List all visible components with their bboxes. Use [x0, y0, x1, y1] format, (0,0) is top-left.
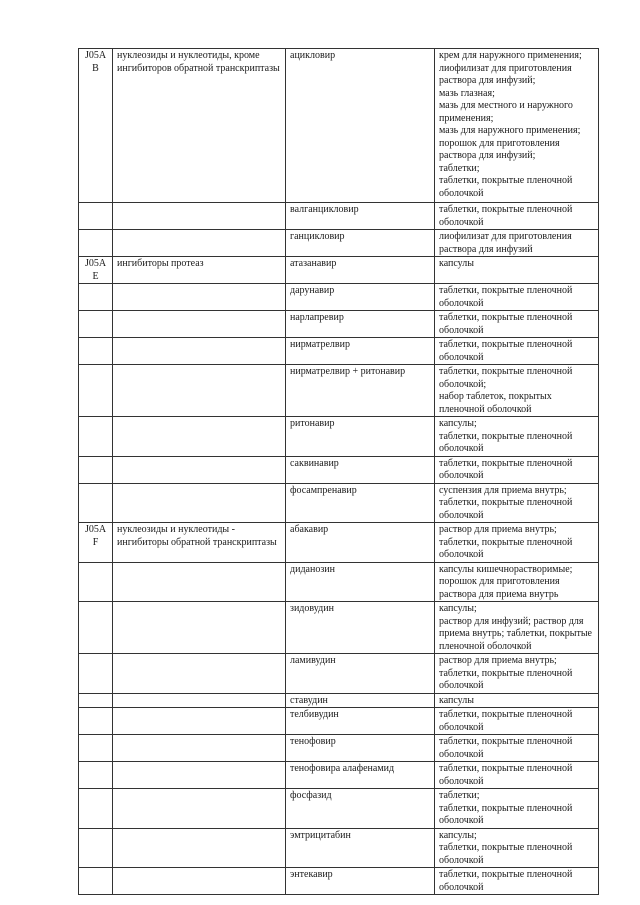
dosage-form-line: капсулы;	[439, 603, 477, 614]
atc-code-cell	[79, 789, 113, 829]
drug-name-cell: нирматрелвир + ритонавир	[286, 365, 435, 417]
atc-code-cell	[79, 483, 113, 523]
dosage-form-line: таблетки, покрытые пленочной оболочкой	[439, 430, 573, 454]
atc-code-cell	[79, 868, 113, 895]
table-row	[79, 338, 599, 365]
atc-code-cell	[79, 693, 113, 708]
pharmacological-group-cell	[113, 868, 286, 895]
dosage-form-line: таблетки, покрытые пленочной оболочкой	[439, 204, 573, 228]
dosage-form-cell	[435, 338, 599, 365]
dosage-form-cell	[435, 417, 599, 457]
dosage-form-line: капсулы;	[439, 829, 477, 841]
dosage-form-line: таблетки, покрытые пленочной оболочкой	[439, 536, 573, 560]
dosage-form-line: капсулы;	[439, 418, 477, 429]
dosage-form-line: таблетки, покрытые пленочной оболочкой	[439, 339, 573, 363]
drug-name-cell: тенофовир	[286, 735, 435, 762]
dosage-form-line: таблетки;	[439, 162, 480, 174]
dosage-form-line: капсулы	[439, 258, 474, 269]
dosage-form-line: таблетки, покрытые пленочной оболочкой	[439, 457, 573, 481]
dosage-form-cell	[435, 230, 599, 257]
drug-name-cell: фосфазид	[286, 789, 435, 829]
dosage-form-line: раствор для приема внутрь;	[439, 655, 557, 666]
dosage-form-line: таблетки, покрытые пленочной оболочкой	[439, 842, 573, 866]
drug-name-cell: ритонавир	[286, 417, 435, 457]
drug-name-cell: эмтрицитабин	[286, 828, 435, 868]
table-row	[79, 708, 599, 735]
dosage-form-line: таблетки, покрытые пленочной оболочкой	[439, 312, 573, 336]
dosage-form-line: капсулы кишечнорастворимые;	[439, 563, 573, 575]
dosage-form-cell	[435, 762, 599, 789]
dosage-form-cell	[435, 203, 599, 230]
atc-code-cell	[79, 654, 113, 694]
atc-code-cell	[79, 365, 113, 417]
dosage-form-line: крем для наружного применения;	[439, 50, 582, 61]
dosage-form-line: лиофилизат для приготовления раствора для инфузий	[439, 231, 572, 255]
pharmacological-group-cell	[113, 562, 286, 602]
dosage-form-cell	[435, 708, 599, 735]
dosage-form-cell	[435, 562, 599, 602]
pharmacological-group-cell	[113, 602, 286, 654]
atc-code-cell	[79, 311, 113, 338]
atc-code-cell	[79, 456, 113, 483]
pharmacological-group-cell	[113, 311, 286, 338]
dosage-form-line: таблетки, покрытые пленочной оболочкой	[439, 736, 573, 760]
atc-code-cell	[79, 562, 113, 602]
dosage-form-cell	[435, 284, 599, 311]
pharmacological-group-cell: ингибиторы протеаз	[113, 257, 286, 284]
pharmacological-group-cell	[113, 693, 286, 708]
dosage-form-line: таблетки, покрытые пленочной оболочкой	[439, 175, 573, 199]
dosage-form-line: набор таблеток, покрытых пленочной оболочкой	[439, 391, 552, 415]
pharmacological-group-cell	[113, 735, 286, 762]
drug-name-cell: саквинавир	[286, 456, 435, 483]
pharmacological-group-cell	[113, 789, 286, 829]
dosage-form-line: таблетки, покрытые пленочной оболочкой	[439, 497, 573, 521]
atc-code-cell	[79, 284, 113, 311]
dosage-form-line: таблетки, покрытые пленочной оболочкой	[439, 763, 573, 787]
pharmacological-group-cell	[113, 365, 286, 417]
dosage-form-line: порошок для приготовления раствора для приема внутрь	[439, 576, 560, 600]
dosage-form-cell	[435, 483, 599, 523]
dosage-form-line: таблетки, покрытые пленочной оболочкой	[439, 869, 573, 893]
pharmacological-group-cell	[113, 828, 286, 868]
dosage-form-line: лиофилизат для приготовления раствора для инфузий;	[439, 62, 572, 86]
drug-table-body	[79, 49, 599, 895]
drug-name-cell: ацикловир	[286, 49, 435, 203]
dosage-form-line: мазь глазная;	[439, 87, 495, 99]
drug-name-cell: валганцикловир	[286, 203, 435, 230]
dosage-form-cell	[435, 311, 599, 338]
drug-name-cell: диданозин	[286, 562, 435, 602]
dosage-form-line: таблетки, покрытые пленочной оболочкой;	[439, 366, 573, 390]
drug-name-cell: зидовудин	[286, 602, 435, 654]
pharmacological-group-cell	[113, 230, 286, 257]
table-row	[79, 483, 599, 523]
pharmacological-group-cell: нуклеозиды и нуклеотиды, кроме ингибиторов обратной транскриптазы	[113, 49, 286, 203]
table-row	[79, 203, 599, 230]
atc-code-cell: J05A E	[79, 257, 113, 284]
table-row	[79, 284, 599, 311]
atc-code-cell: J05A F	[79, 523, 113, 563]
drug-name-cell: фосампренавир	[286, 483, 435, 523]
table-row	[79, 735, 599, 762]
table-row	[79, 789, 599, 829]
table-row	[79, 828, 599, 868]
table-row	[79, 417, 599, 457]
dosage-form-cell	[435, 693, 599, 708]
pharmacological-group-cell	[113, 338, 286, 365]
table-row	[79, 365, 599, 417]
dosage-form-line: раствор для инфузий; раствор для приема внутрь; таблетки, покрытые пленочной оболочкой	[439, 615, 592, 652]
dosage-form-line: мазь для местного и наружного применения;	[439, 100, 573, 124]
table-row	[79, 762, 599, 789]
atc-code-cell	[79, 828, 113, 868]
table-row	[79, 311, 599, 338]
dosage-form-cell	[435, 49, 599, 203]
atc-code-cell	[79, 203, 113, 230]
drug-name-cell: нарлапревир	[286, 311, 435, 338]
table-row	[79, 602, 599, 654]
dosage-form-cell	[435, 735, 599, 762]
table-row	[79, 693, 599, 708]
dosage-form-cell	[435, 365, 599, 417]
drug-name-cell: энтекавир	[286, 868, 435, 895]
pharmacological-group-cell	[113, 456, 286, 483]
dosage-form-cell	[435, 654, 599, 694]
dosage-form-line: суспензия для приема внутрь;	[439, 484, 567, 496]
atc-code-cell	[79, 708, 113, 735]
dosage-form-cell	[435, 868, 599, 895]
table-row	[79, 257, 599, 284]
drug-name-cell: атазанавир	[286, 257, 435, 284]
drug-name-cell: тенофовира алафенамид	[286, 762, 435, 789]
pharmacological-group-cell	[113, 417, 286, 457]
dosage-form-line: капсулы	[439, 694, 474, 706]
table-row	[79, 230, 599, 257]
pharmacological-group-cell	[113, 762, 286, 789]
pharmacological-group-cell	[113, 654, 286, 694]
drug-name-cell: дарунавир	[286, 284, 435, 311]
atc-code-cell	[79, 602, 113, 654]
pharmacological-group-cell	[113, 708, 286, 735]
drug-name-cell: телбивудин	[286, 708, 435, 735]
dosage-form-line: таблетки, покрытые пленочной оболочкой	[439, 285, 573, 309]
dosage-form-line: мазь для наружного применения;	[439, 125, 581, 136]
pharmacological-group-cell	[113, 203, 286, 230]
dosage-form-cell	[435, 602, 599, 654]
dosage-form-line: таблетки, покрытые пленочной оболочкой	[439, 709, 573, 733]
atc-code-cell	[79, 230, 113, 257]
dosage-form-cell	[435, 789, 599, 829]
dosage-form-cell	[435, 523, 599, 563]
drug-name-cell: нирматрелвир	[286, 338, 435, 365]
dosage-form-line: таблетки, покрытые пленочной оболочкой	[439, 802, 573, 826]
dosage-form-line: таблетки, покрытые пленочной оболочкой	[439, 667, 573, 691]
table-row	[79, 456, 599, 483]
drug-table	[78, 48, 599, 895]
atc-code-cell	[79, 735, 113, 762]
atc-code-cell	[79, 417, 113, 457]
dosage-form-cell	[435, 257, 599, 284]
drug-name-cell: абакавир	[286, 523, 435, 563]
table-row	[79, 654, 599, 694]
table-row	[79, 562, 599, 602]
drug-name-cell: ламивудин	[286, 654, 435, 694]
pharmacological-group-cell: нуклеозиды и нуклеотиды - ингибиторы обратной транскриптазы	[113, 523, 286, 563]
table-row	[79, 49, 599, 203]
pharmacological-group-cell	[113, 483, 286, 523]
atc-code-cell: J05A B	[79, 49, 113, 203]
dosage-form-cell	[435, 828, 599, 868]
dosage-form-line: раствор для приема внутрь;	[439, 524, 557, 535]
dosage-form-cell	[435, 456, 599, 483]
atc-code-cell	[79, 762, 113, 789]
atc-code-cell	[79, 338, 113, 365]
dosage-form-line: таблетки;	[439, 790, 480, 801]
pharmacological-group-cell	[113, 284, 286, 311]
drug-name-cell: ганцикловир	[286, 230, 435, 257]
table-row	[79, 523, 599, 563]
drug-name-cell: ставудин	[286, 693, 435, 708]
table-row	[79, 868, 599, 895]
dosage-form-line: порошок для приготовления раствора для инфузий;	[439, 137, 560, 161]
